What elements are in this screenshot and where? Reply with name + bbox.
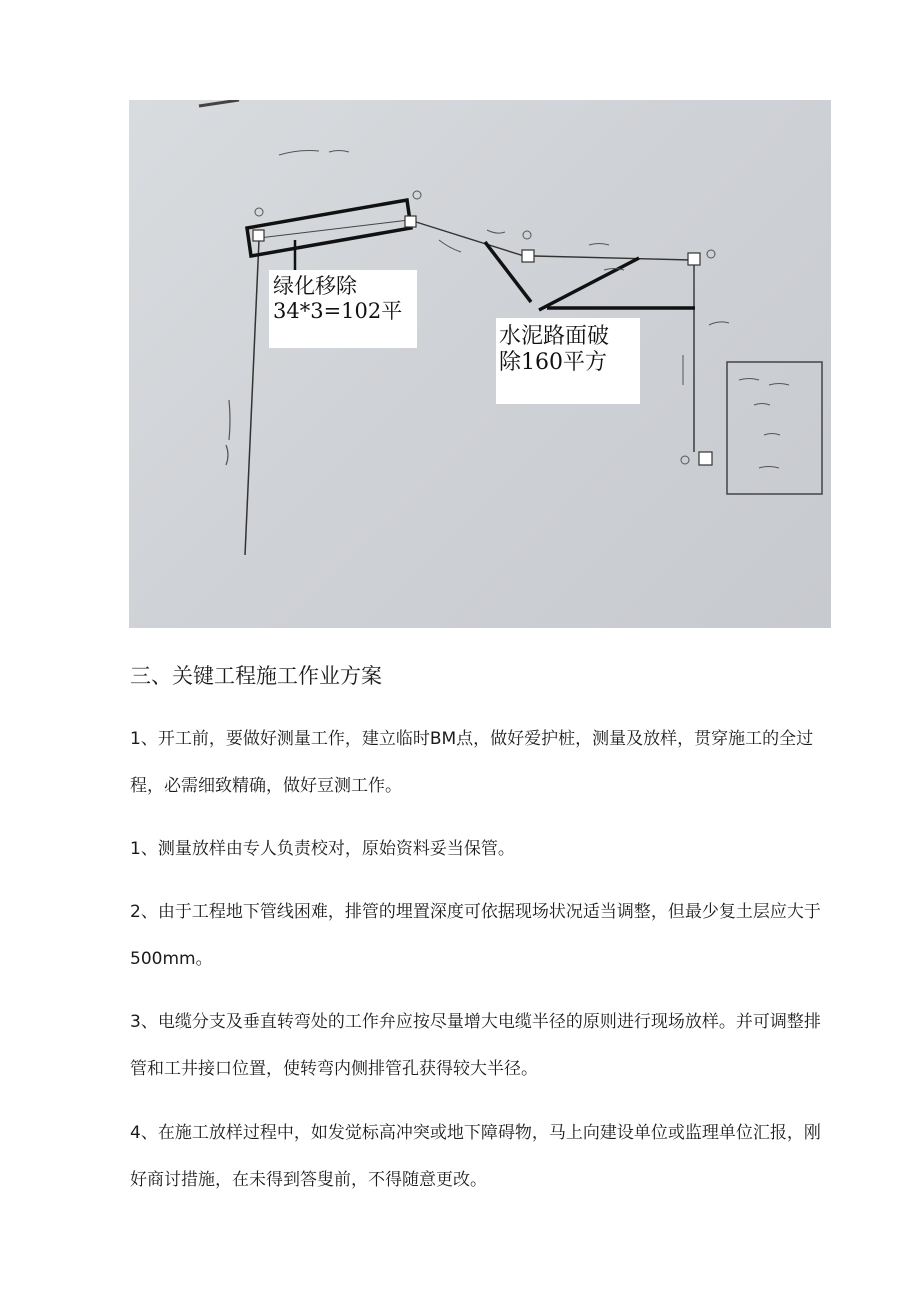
greenery-removal-title: 绿化移除 (273, 274, 357, 298)
paragraph: 2、由于工程地下管线困难，排管的埋置深度可依据现场状况适当调整，但最少复土层应大于500mm。 (130, 902, 821, 969)
site-sketch-photo (129, 100, 831, 628)
hand-drawn-route-sketch (129, 100, 831, 628)
cement-removal-line1: 水泥路面破 (499, 324, 610, 349)
cement-removal-line2: 除160平方 (499, 350, 607, 376)
paragraph: 4、在施工放样过程中，如发觉标高冲突或地下障碍物，马上向建设单位或监理单位汇报，刚好商讨措施，在未得到答叟前，不得随意更改。 (130, 1123, 821, 1190)
greenery-removal-area: 34*3=102平 (273, 299, 403, 324)
cement-removal-label (496, 318, 640, 404)
section-title: 三、关键工程施工作业方案 (130, 664, 382, 688)
paragraph: 3、电缆分支及垂直转弯处的工作弁应按尽量增大电缆半径的原则进行现场放样。并可调整排管和工井接口位置，使转弯内侧排管孔获得较大半径。 (130, 1012, 821, 1079)
greenery-removal-label (269, 270, 417, 348)
paragraph: 1、开工前，要做好测量工作，建立临时BM点，做好爱护桩，测量及放样，贯穿施工的全过程，必需细致精确，做好豆测工作。 (130, 729, 814, 796)
paragraph: 1、测量放样由专人负责校对，原始资料妥当保管。 (130, 839, 515, 859)
